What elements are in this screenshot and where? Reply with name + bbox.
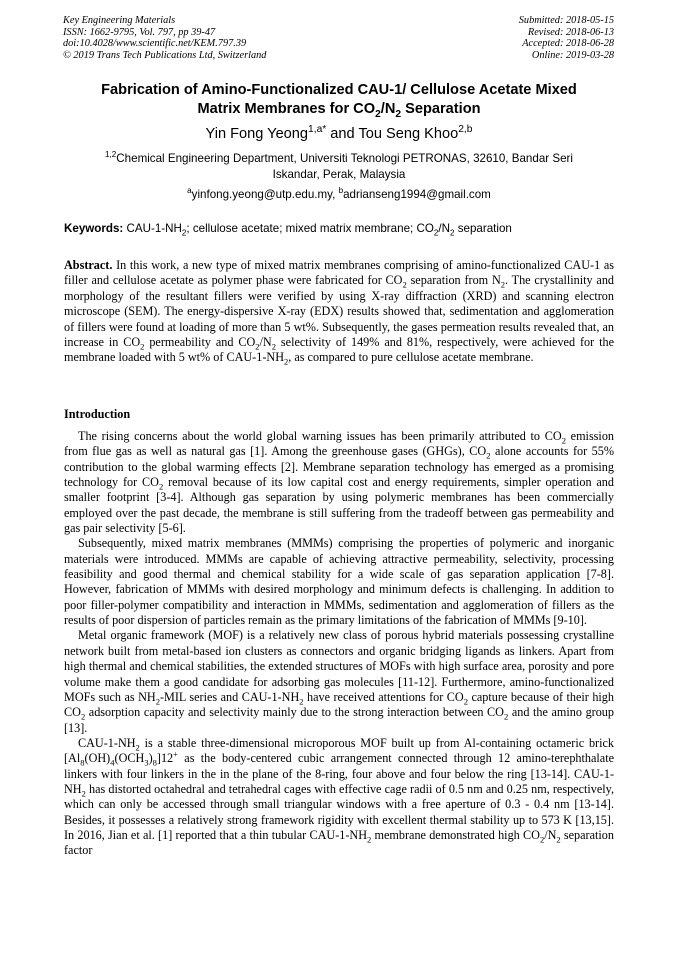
affiliation: $^{1,2}$Chemical Engineering Department, Universiti Teknologi PETRONAS, 32610, Bandar Seri Iskandar, Perak, Malaysia: [105, 150, 573, 181]
paragraph-1: The rising concerns about the world global warning issues has been primarily attributed to $CO_2$ emission from flue gas as well as natural gas [1]. Among the greenhouse gases (GHGs), $CO_2$ alone accounts for 55% contribution to the global warming effects [2]. Membrane separation technology has emerged as a promising technology for $CO_2$ removal because of its low capital cost and energy requirements, simpler operation and smaller footprint [3-4]. Although gas separation by using polymeric membranes has been commercially employed over the past decade, the membrane is still suffering from the tradeoff between gas permeability and gas pair selectivity [5-6].: [64, 429, 615, 536]
revised-date: Revised: 2018-06-13: [527, 26, 614, 38]
doi: doi:10.4028/www.scientific.net/KEM.797.39: [63, 38, 247, 50]
abstract-label: Abstract.: [64, 258, 113, 272]
author-list: Yin Fong Yeong$^{1,a*}$ and Tou Seng Khoo$^{2,b}$: [205, 124, 473, 142]
paragraph-4: CAU-$1-NH_2$ is a stable three-dimensional microporous MOF built up from Al-containing octameric brick $[Al_8(OH)_4(OCH_3)_8]12^+$ as the body-centered cubic arrangement connected through 12 amino-terephthalate linkers with four linkers in the in the plane of the 8-ring, four above and four below the ring [13-14]. CAU-$1-NH_2$ has distorted octahedral and tetrahedral cages with effective cage radii of 0.5 nm and 0.25 nm, respectively, which can only be accessed through small triangular windows with a free aperture of 0.3 - 0.4 nm [13-14]. Besides, it possesses a relatively strong framework rigidity with excellent thermal stability up to 573 K [13,15]. In 2016, Jian et al. [1] reported that a thin tubular CAU-$1-NH_2$ membrane demonstrated high $CO_2/N_2$ separation factor: [64, 735, 614, 858]
issn: ISSN: 1662-9795, Vol. 797, pp 39-47: [63, 26, 216, 38]
copyright: © 2019 Trans Tech Publications Ltd, Switzerland: [63, 49, 267, 61]
author-1: Yin Fong Yeong: [205, 126, 309, 142]
submitted-date: Submitted: 2018-05-15: [518, 15, 614, 26]
introduction-body: [64, 429, 614, 859]
section-heading-introduction: Introduction: [64, 407, 131, 421]
title-line-2: Matrix Membranes for $CO_2/N_2$ Separation: [197, 101, 481, 120]
email-2[interactable]: adrianseng1994@gmail.com: [343, 188, 491, 201]
accepted-date: Accepted: 2018-06-28: [522, 38, 614, 50]
journal-name: Key Engineering Materials: [63, 15, 176, 26]
author-2: Tou Seng Khoo: [358, 126, 459, 142]
author-emails: $^a$yinfong.yeong@utp.edu.my, $^b$adrianseng1994@gmail.com: [187, 186, 491, 201]
title-line-1: Fabrication of Amino-Functionalized CAU-1/ Cellulose Acetate Mixed: [101, 82, 577, 98]
journal-info: [63, 15, 266, 61]
email-1[interactable]: yinfong.yeong@utp.edu.my,: [191, 188, 339, 201]
abstract: Abstract. In this work, a new type of mixed matrix membranes comprising of amino-functionalized CAU-1 as filler and cellulose acetate as polymer phase were fabricated for $CO_2$ separation from $N_2$. The crystallinity and morphology of the resultant fillers were verified by using X-ray diffraction (XRD) and scanning electron microscope (SEM). The energy-dispersive X-ray (EDX) results showed that, sedimentation and agglomeration of fillers were found at loading of more than 5 wt%. Subsequently, the gases permeation results revealed that, an increase in $CO_2$ permeability and $CO_2/N_2$ selectivity of 149% and 81%, respectively, were achieved for the membrane loaded with 5 wt% of CAU-$1-NH_2$, as compared to pure cellulose acetate membrane.: [64, 258, 615, 367]
keywords-label: Keywords:: [64, 222, 124, 235]
paragraph-3: Metal organic framework (MOF) is a relatively new class of porous hybrid materials possessing crystalline network built from metal-based ion clusters as connectors and organic bridging ligands as linkers. Apart from high thermal and chemical stabilities, the extended structures of MOFs with high surface area, porosity and pore volume make them a good candidate for adsorbing gas molecules [11-12]. Furthermore, amino-functionalized MOFs such as $NH_2$-MIL series and CAU-$1-NH_2$ have received attentions for $CO_2$ capture because of their high $CO_2$ adsorption capacity and selectivity mainly due to the strong interaction between $CO_2$ and the amino group [13].: [64, 628, 614, 735]
paper-title: [60, 81, 618, 119]
keywords: Keywords: CAU-$1-NH_2$; cellulose acetate; mixed matrix membrane; $CO_2/N_2$ separation: [64, 222, 512, 238]
online-date: Online: 2019-03-28: [531, 49, 614, 61]
dates-info: [519, 15, 614, 61]
paragraph-2: Subsequently, mixed matrix membranes (MMMs) comprising the properties of polymeric and inorganic materials were introduced. MMMs are capable of achieving attractive permeability, selectivity, processing feasibility and good thermal and chemical stability for a wide scale of gas separation application [7-8]. However, fabrication of MMMs with desired morphology and minimum defects is challenging. In addition to poor filler-polymer compatibility and interaction in MMMs, sedimentation and agglomeration of fillers as the results of poor dispersion of particles remain as the primary limitations of the fabrication of MMMs [9-10].: [64, 536, 614, 628]
